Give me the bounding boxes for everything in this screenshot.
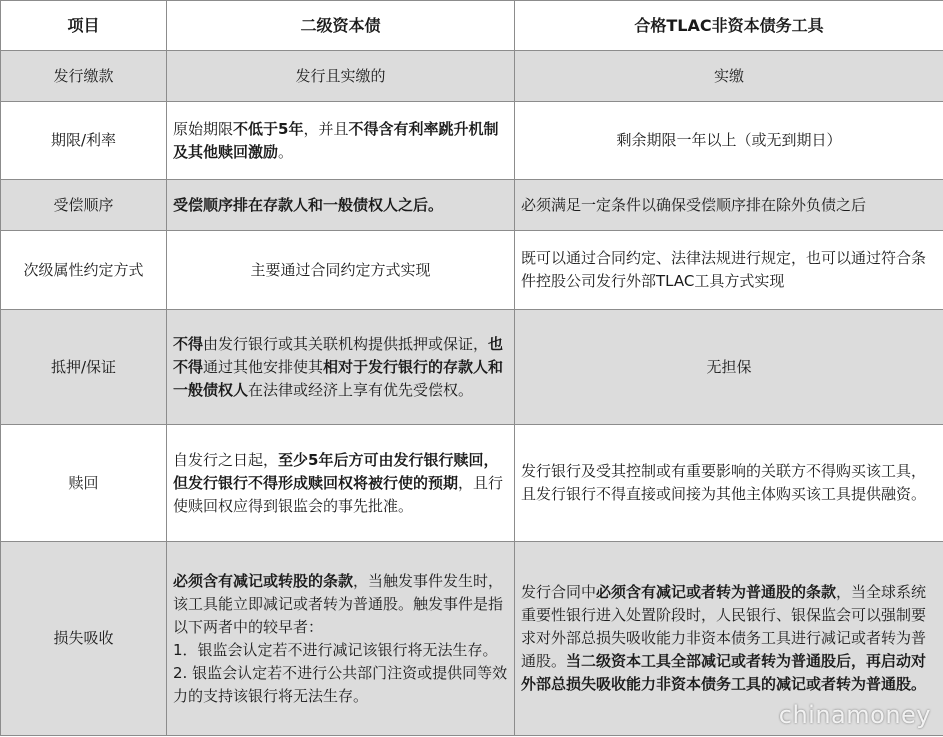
row-label: 期限/利率 bbox=[1, 102, 167, 180]
tier2-cell: 受偿顺序排在存款人和一般债权人之后。 bbox=[167, 180, 515, 231]
tier2-cell: 自发行之日起，至少5年后方可由发行银行赎回，但发行银行不得形成赎回权将被行使的预期，且行使赎回权应得到银监会的事先批准。 bbox=[167, 425, 515, 542]
row-subordination bbox=[1, 231, 943, 310]
tier2-cell: 原始期限不低于5年，并且不得含有利率跳升机制及其他赎回激励。 bbox=[167, 102, 515, 180]
tlac-cell: 既可以通过合同约定、法律法规进行规定，也可以通过符合条件控股公司发行外部TLAC工具方式实现 bbox=[515, 231, 943, 310]
row-label: 抵押/保证 bbox=[1, 310, 167, 425]
header-item: 项目 bbox=[1, 1, 167, 51]
row-label: 赎回 bbox=[1, 425, 167, 542]
row-priority bbox=[1, 180, 943, 231]
row-label: 受偿顺序 bbox=[1, 180, 167, 231]
tlac-cell: 必须满足一定条件以确保受偿顺序排在除外负债之后 bbox=[515, 180, 943, 231]
tier2-cell: 不得由发行银行或其关联机构提供抵押或保证，也不得通过其他安排使其相对于发行银行的存款人和一般债权人在法律或经济上享有优先受偿权。 bbox=[167, 310, 515, 425]
row-collateral bbox=[1, 310, 943, 425]
row-label: 发行缴款 bbox=[1, 51, 167, 102]
header-tier2: 二级资本债 bbox=[167, 1, 515, 51]
tlac-cell: 无担保 bbox=[515, 310, 943, 425]
header-tlac: 合格TLAC非资本债务工具 bbox=[515, 1, 943, 51]
row-label: 损失吸收 bbox=[1, 542, 167, 736]
row-term bbox=[1, 102, 943, 180]
row-label: 次级属性约定方式 bbox=[1, 231, 167, 310]
trigger-item-1: 1．银监会认定若不进行减记该银行将无法生存。 bbox=[173, 640, 498, 659]
tlac-cell: 实缴 bbox=[515, 51, 943, 102]
trigger-item-2: 2. 银监会认定若不进行公共部门注资或提供同等效力的支持该银行将无法生存。 bbox=[173, 663, 508, 705]
watermark: chinamoney bbox=[778, 701, 931, 729]
tier2-cell: 主要通过合同约定方式实现 bbox=[167, 231, 515, 310]
row-issuance bbox=[1, 51, 943, 102]
tier2-cell: 必须含有减记或转股的条款，当触发事件发生时，该工具能立即减记或者转为普通股。触发事件是指以下两者中的较早者： 1．银监会认定若不进行减记该银行将无法生存。 2. 银监会认定若不进行公共部门注资或提供同等效力的支持该银行将无法生存。 bbox=[167, 542, 515, 736]
tier2-cell: 发行且实缴的 bbox=[167, 51, 515, 102]
tlac-cell: 发行银行及受其控制或有重要影响的关联方不得购买该工具，且发行银行不得直接或间接为其他主体购买该工具提供融资。 bbox=[515, 425, 943, 542]
row-redemption bbox=[1, 425, 943, 542]
tlac-cell: 剩余期限一年以上（或无到期日） bbox=[515, 102, 943, 180]
tlac-cell: 发行合同中必须含有减记或者转为普通股的条款，当全球系统重要性银行进入处置阶段时，人民银行、银保监会可以强制要求对外部总损失吸收能力非资本债务工具进行减记或者转为普通股。当二级资本工具全部减记或者转为普通股后，再启动对外部总损失吸收能力非资本债务工具的减记或者转为普通股。 bbox=[515, 542, 943, 736]
header-row bbox=[1, 1, 943, 51]
